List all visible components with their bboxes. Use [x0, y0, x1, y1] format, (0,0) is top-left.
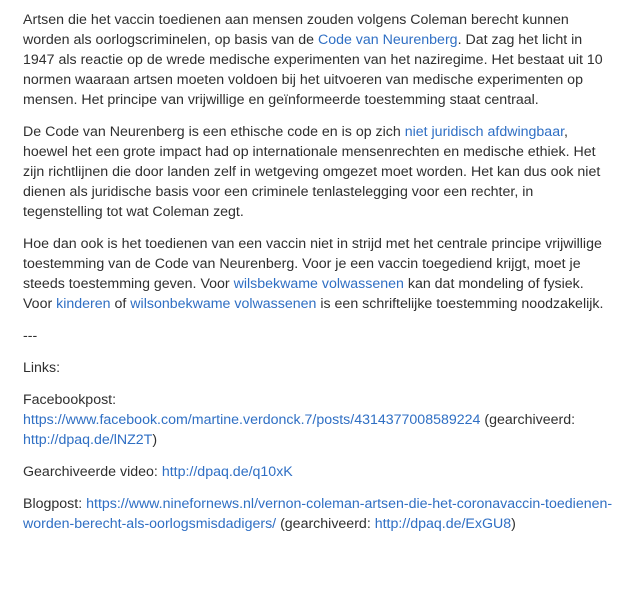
section-divider: --- [23, 328, 38, 344]
paragraph-nuremberg-code-intro [23, 10, 613, 110]
paragraph-consent [23, 234, 613, 314]
paragraph-text: kan dat mondeling of fysiek. Voor [23, 276, 584, 312]
paragraph-text: is een schriftelijke toestemming noodzakelijk. [316, 296, 604, 312]
competent-adults-link[interactable]: wilsbekwame volwassenen [233, 276, 404, 292]
blog-post-link[interactable]: https://www.ninefornews.nl/vernon-coleman-artsen-die-het-coronavaccin-toedienen-worden-berecht-als-oorlogsmisdadigers/ [23, 496, 613, 532]
paragraph-text: Hoe dan ook is het toedienen van een vaccin niet in strijd met het centrale principe vrijwillige toestemming van de Code van Neurenberg. Voor je een vaccin toegediend krijgt, moet je steeds toestemming geven. Voor [23, 236, 602, 292]
video-label: Gearchiveerde video: [23, 464, 162, 480]
paragraph-text: De Code van Neurenberg is een ethische code en is op zich [23, 124, 405, 140]
closing-paren: ) [511, 516, 516, 532]
blog-label: Blogpost: [23, 496, 87, 512]
facebook-archive-link[interactable]: http://dpaq.de/lNZ2T [23, 432, 153, 448]
blog-archive-link[interactable]: http://dpaq.de/ExGU8 [374, 516, 512, 532]
video-archive-link[interactable]: http://dpaq.de/q10xK [161, 464, 293, 480]
archived-label: (gearchiveerd: [276, 516, 375, 532]
video-source [23, 462, 613, 482]
facebook-post-link[interactable]: https://www.facebook.com/martine.verdonck.7/posts/4314377008589224 [23, 412, 481, 428]
children-link[interactable]: kinderen [56, 296, 111, 312]
paragraph-text: Artsen die het vaccin toedienen aan mensen zouden volgens Coleman berecht kunnen worden als oorlogscriminelen, op basis van de [23, 12, 569, 48]
links-heading: Links: [23, 360, 61, 376]
incompetent-adults-link[interactable]: wilsonbekwame volwassenen [130, 296, 317, 312]
facebook-source [23, 390, 613, 450]
code-van-neurenberg-link[interactable]: Code van Neurenberg [317, 32, 458, 48]
blog-source [23, 494, 613, 534]
facebook-label: Facebookpost: [23, 392, 117, 408]
closing-paren: ) [152, 432, 158, 448]
paragraph-ethical-code [23, 122, 613, 222]
article-content [23, 10, 613, 546]
paragraph-text: of [110, 296, 131, 312]
archived-label: (gearchiveerd: [480, 412, 576, 428]
paragraph-text: , hoewel het een grote impact had op internationale mensenrechten en medische ethiek. Het zijn richtlijnen die door landen zelf in wetgeving omgezet moet worden. Het kan dus ook niet dienen als juridische basis voor een criminele tenlastelegging voor een rechter, in tegenstelling tot wat Coleman zegt. [23, 124, 601, 220]
paragraph-text: . Dat zag het licht in 1947 als reactie op de wrede medische experimenten van het naziregime. Het bestaat uit 10 normen waaraan artsen moeten voldoen bij het uitvoeren van medische experimenten op mensen. Het principe van vrijwillige en geïnformeerde toestemming staat centraal. [23, 32, 603, 108]
not-legally-enforceable-link[interactable]: niet juridisch afdwingbaar [404, 124, 565, 140]
